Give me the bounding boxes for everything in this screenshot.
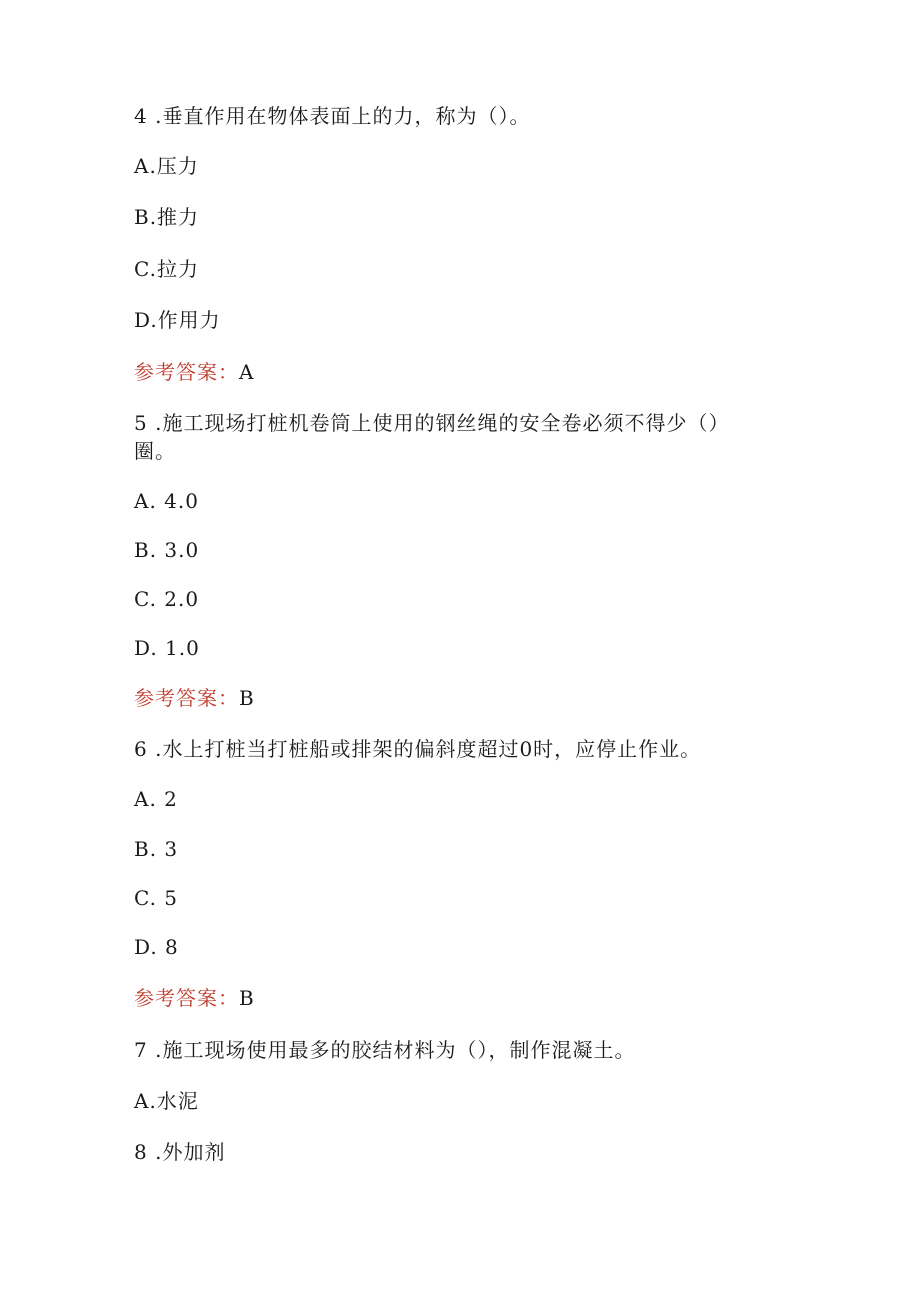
question-5-answer bbox=[134, 683, 255, 713]
question-6-answer bbox=[134, 983, 255, 1013]
question-7-option-b: 8 .外加剂 bbox=[134, 1140, 226, 1164]
question-6-option-d: D. 8 bbox=[134, 935, 179, 959]
answer-label: 参考答案： bbox=[134, 686, 239, 710]
question-5-option-b: B. 3.0 bbox=[134, 538, 200, 562]
question-4-answer bbox=[134, 357, 254, 387]
answer-value: B bbox=[239, 986, 255, 1010]
question-5-stem-continued: 圈。 bbox=[134, 439, 176, 463]
question-4-option-b: B.推力 bbox=[134, 205, 200, 229]
question-4-option-c: C.拉力 bbox=[134, 257, 199, 281]
question-4-stem: 4 .垂直作用在物体表面上的力，称为（）。 bbox=[134, 104, 531, 128]
question-5-option-a: A. 4.0 bbox=[134, 489, 199, 513]
question-5-option-d: D. 1.0 bbox=[134, 636, 200, 660]
question-7-option-a: A.水泥 bbox=[134, 1089, 199, 1113]
question-5-option-c: C. 2.0 bbox=[134, 587, 200, 611]
answer-value: B bbox=[239, 686, 255, 710]
question-5-stem: 5 .施工现场打桩机卷筒上使用的钢丝绳的安全卷必须不得少（） bbox=[134, 411, 730, 435]
question-6-option-b: B. 3 bbox=[134, 837, 179, 861]
answer-label: 参考答案： bbox=[134, 360, 239, 384]
question-4-option-d: D.作用力 bbox=[134, 308, 221, 332]
question-6-option-a: A. 2 bbox=[134, 787, 178, 811]
question-4-option-a: A.压力 bbox=[134, 154, 199, 178]
question-6-option-c: C. 5 bbox=[134, 886, 179, 910]
question-7-stem: 7 .施工现场使用最多的胶结材料为（），制作混凝土。 bbox=[134, 1038, 636, 1062]
answer-value: A bbox=[239, 360, 255, 384]
question-6-stem: 6 .水上打桩当打桩船或排架的偏斜度超过0时，应停止作业。 bbox=[134, 737, 702, 761]
answer-label: 参考答案： bbox=[134, 986, 239, 1010]
